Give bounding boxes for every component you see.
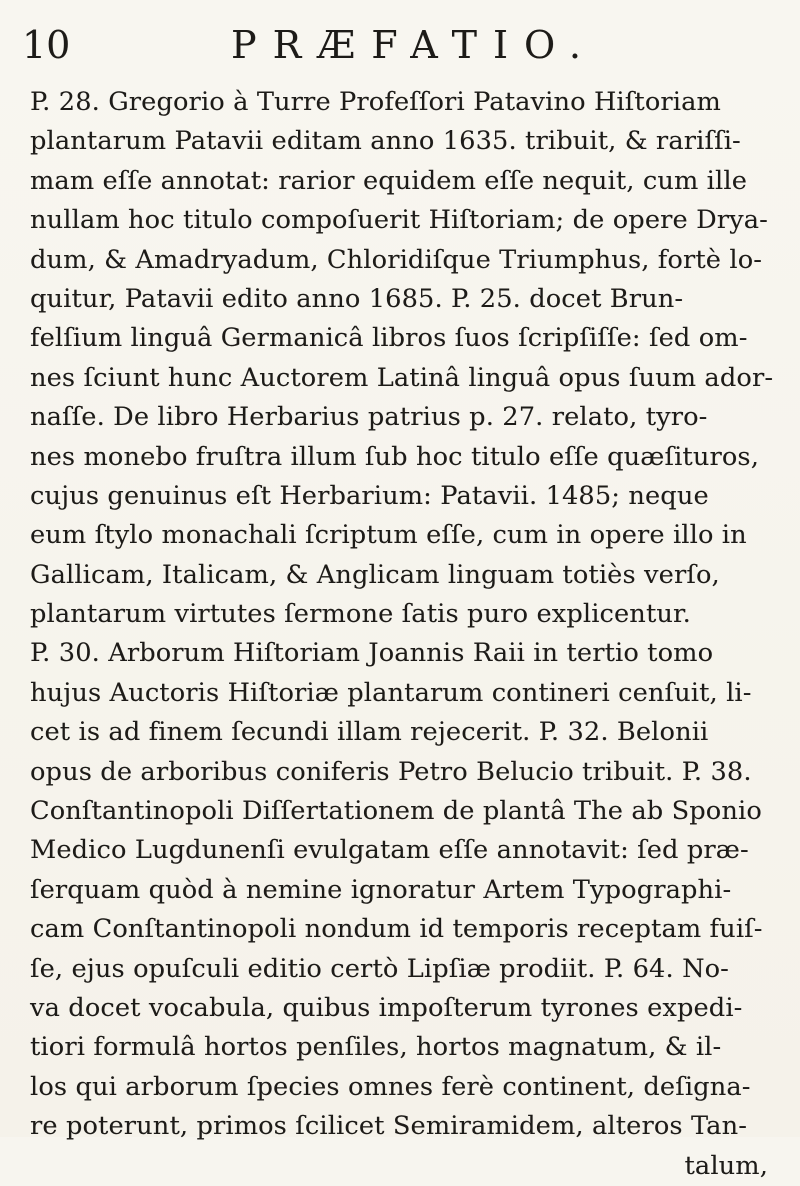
text-line-13: Gallicam, Italicam, & Anglicam linguam totiès verſo, (30, 559, 720, 590)
text-line-9: naſſe. De libro Herbarius patrius p. 27. relato, tyro- (30, 402, 708, 433)
text-line-23: ſe, ejus opuſculi editio certò Lipſiæ prodiit. P. 64. No- (30, 953, 729, 984)
text-line-10: nes monebo fruſtra illum ſub hoc titulo eſſe quæſituros, (30, 441, 759, 472)
text-line-24: va docet vocabula, quibus impoſterum tyrones expedi- (30, 992, 743, 1023)
text-line-8: nes ſciunt hunc Auctorem Latinâ linguâ opus ſuum ador- (30, 362, 774, 393)
text-line-7: felſium linguâ Germanicâ libros ſuos ſcripſiſſe: ſed om- (30, 323, 748, 354)
running-title: PRÆFATIO. (231, 23, 598, 67)
page-number: 10 (22, 23, 71, 67)
text-line-6: quitur, Patavii edito anno 1685. P. 25. docet Brun- (30, 283, 684, 314)
page-header (22, 18, 742, 70)
text-line-16: hujus Auctoris Hiſtoriæ plantarum contineri cenſuit, li- (30, 677, 752, 708)
text-line-21: ſerquam quòd à nemine ignoratur Artem Typographi- (30, 874, 732, 905)
text-line-20: Medico Lugdunenſi evulgatam eſſe annotavit: ſed præ- (30, 835, 749, 866)
text-line-12: eum ſtylo monachali ſcriptum eſſe, cum in opere illo in (30, 520, 747, 551)
text-line-2: plantarum Patavii editam anno 1635. tribuit, & rariſſi- (30, 126, 741, 157)
text-line-28: talum, (684, 1150, 768, 1181)
text-line-3: mam eſſe annotat: rarior equidem eſſe nequit, cum ille (30, 165, 747, 196)
text-line-14: plantarum virtutes ſermone ſatis puro explicentur. (30, 599, 691, 630)
text-line-26: los qui arborum ſpecies omnes ferè continent, deſigna- (30, 1071, 751, 1102)
text-line-22: cam Conſtantinopoli nondum id temporis receptam fuiſ- (30, 914, 763, 945)
text-line-25: tiori formulâ hortos penſiles, hortos magnatum, & il- (30, 1032, 722, 1063)
text-line-11: cujus genuinus eſt Herbarium: Patavii. 1485; neque (30, 480, 709, 511)
body-text (30, 83, 788, 1181)
text-line-15: P. 30. Arborum Hiſtoriam Joannis Raii in tertio tomo (30, 638, 714, 669)
text-line-27: re poterunt, primos ſcilicet Semiramidem, alteros Tan- (30, 1111, 748, 1142)
text-line-4: nullam hoc titulo compoſuerit Hiſtoriam; de opere Drya- (30, 205, 768, 236)
text-line-18: opus de arboribus coniferis Petro Belucio tribuit. P. 38. (30, 756, 752, 787)
text-line-17: cet is ad finem ſecundi illam rejecerit. P. 32. Belonii (30, 717, 709, 748)
text-line-1: P. 28. Gregorio à Turre Profeſſori Patavino Hiſtoriam (30, 87, 721, 117)
text-line-19: Conſtantinopoli Diſſertationem de plantâ The ab Sponio (30, 796, 762, 827)
text-line-5: dum, & Amadryadum, Chloridiſque Triumphus, fortè lo- (30, 244, 763, 275)
